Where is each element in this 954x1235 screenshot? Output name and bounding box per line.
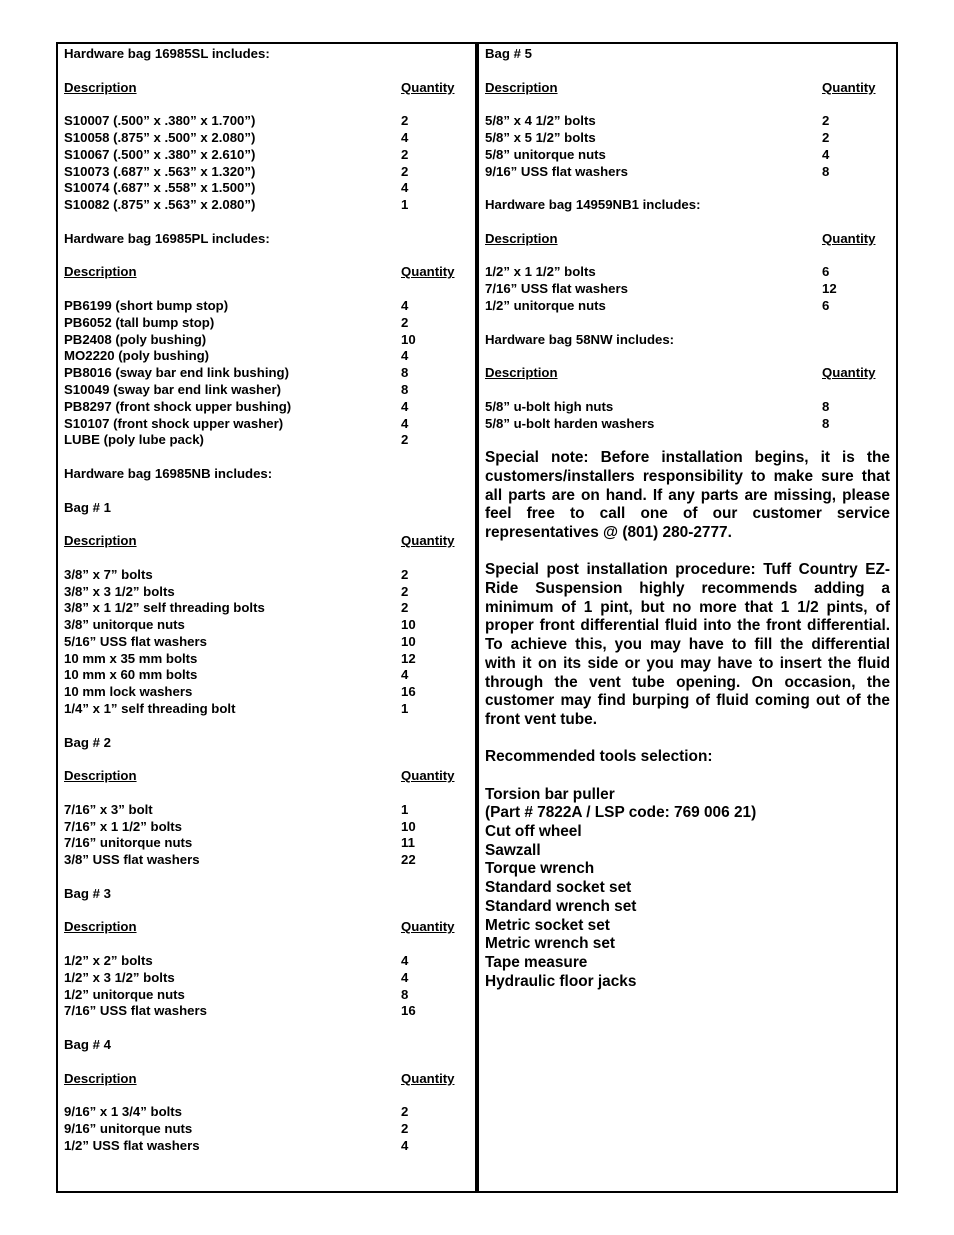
table-row xyxy=(64,584,464,601)
section-title: Hardware bag 58NW includes: xyxy=(485,331,675,347)
table-row xyxy=(485,164,890,181)
item-quantity: 11 xyxy=(401,835,415,851)
item-description: 10 mm lock washers xyxy=(64,684,193,700)
table-row xyxy=(485,298,890,315)
item-quantity: 4 xyxy=(401,297,409,313)
tool-item: Cut off wheel xyxy=(485,823,582,841)
item-description: 1/4” x 1” self threading bolt xyxy=(64,701,236,717)
item-quantity: 8 xyxy=(822,163,830,179)
item-description: 9/16” unitorque nuts xyxy=(64,1121,193,1136)
item-description: 1/2” USS flat washers xyxy=(64,1137,200,1153)
description-header: Description xyxy=(64,1070,137,1086)
tool-item: Metric wrench set xyxy=(485,935,616,953)
table-row xyxy=(64,852,464,869)
item-description: PB8297 (front shock upper bushing) xyxy=(64,398,292,414)
tool-item: Metric socket set xyxy=(485,916,610,934)
table-row xyxy=(64,634,464,651)
table-row xyxy=(64,953,464,970)
tool-item: (Part # 7822A / LSP code: 769 006 21) xyxy=(485,804,757,822)
table-row xyxy=(64,147,464,164)
item-quantity: 2 xyxy=(401,566,409,582)
item-quantity: 8 xyxy=(401,381,409,397)
section-title: Bag # 4 xyxy=(64,1037,111,1053)
left-column xyxy=(64,46,464,1155)
table-row xyxy=(64,1003,464,1020)
table-header xyxy=(64,768,464,785)
hardware-section xyxy=(64,886,464,1020)
table-row xyxy=(485,399,890,416)
tools-title: Recommended tools selection: xyxy=(485,748,713,766)
item-description: 3/8” USS flat washers xyxy=(64,852,200,868)
tools-list xyxy=(485,786,890,992)
tool-item: Torque wrench xyxy=(485,860,595,878)
item-description: 9/16” x 1 3/4” bolts xyxy=(64,1104,183,1120)
table-row xyxy=(64,987,464,1004)
table-row xyxy=(64,348,464,365)
table-row xyxy=(64,970,464,987)
item-quantity: 8 xyxy=(822,415,830,431)
item-description: S10049 (sway bar end link washer) xyxy=(64,381,281,397)
quantity-header: Quantity xyxy=(822,79,876,95)
table-row xyxy=(64,1104,464,1121)
section-title: Hardware bag 14959NB1 includes: xyxy=(485,197,701,213)
table-row xyxy=(64,164,464,181)
quantity-header: Quantity xyxy=(822,230,876,246)
item-description: 3/8” x 1 1/2” self threading bolts xyxy=(64,600,265,616)
table-header xyxy=(64,264,464,281)
table-row xyxy=(64,365,464,382)
item-quantity: 22 xyxy=(401,852,416,868)
item-description: 5/8” x 4 1/2” bolts xyxy=(485,113,596,129)
table-row xyxy=(64,432,464,449)
post-installation-note: Special post installation procedure: Tuff Country EZ-Ride Suspension highly recommends adding a minimum of 1 pint, but no more that 1 1/2 pints, of proper front differential fluid into the front differential. To achieve this, you may have to fill the differential with it on its side or you may have to insert the fluid through the vent tube opening. On occasion, the customer may find burping of fluid coming out of the front vent tube. xyxy=(485,561,890,728)
item-quantity: 1 xyxy=(401,197,409,213)
item-quantity: 8 xyxy=(401,365,409,381)
table-row xyxy=(64,416,464,433)
item-description: 1/2” unitorque nuts xyxy=(64,986,185,1002)
description-header: Description xyxy=(64,533,137,549)
description-header: Description xyxy=(64,264,137,280)
quantity-header: Quantity xyxy=(401,919,455,935)
special-note: Special note: Before installation begins, it is the customers/installers responsibility to make sure that all parts are on hand. If any parts are missing, please feel free to call one of our customer service representatives @ (801) 280-2777. xyxy=(485,449,890,541)
table-row xyxy=(64,667,464,684)
item-quantity: 4 xyxy=(401,398,409,414)
item-description: 5/16” USS flat washers xyxy=(64,633,207,649)
item-description: 9/16” USS flat washers xyxy=(485,163,628,179)
table-row xyxy=(64,399,464,416)
hardware-section xyxy=(485,197,890,315)
quantity-header: Quantity xyxy=(401,533,455,549)
item-quantity: 6 xyxy=(822,264,830,280)
item-quantity: 4 xyxy=(401,1137,409,1153)
table-row xyxy=(485,113,890,130)
table-row xyxy=(485,416,890,433)
description-header: Description xyxy=(485,230,558,246)
hardware-section xyxy=(64,735,464,869)
quantity-header: Quantity xyxy=(401,79,455,95)
table-row xyxy=(64,802,464,819)
table-row xyxy=(485,130,890,147)
table-row xyxy=(64,1121,464,1138)
item-description: PB8016 (sway bar end link bushing) xyxy=(64,365,289,381)
tool-item: Torsion bar puller xyxy=(485,785,615,803)
tool-item: Standard socket set xyxy=(485,879,632,897)
section-title: Bag # 2 xyxy=(64,734,111,750)
description-header: Description xyxy=(485,79,558,95)
item-quantity: 2 xyxy=(401,1121,409,1136)
table-row xyxy=(64,651,464,668)
item-description: S10073 (.687” x .563” x 1.320”) xyxy=(64,163,256,179)
item-quantity: 4 xyxy=(401,415,409,431)
hardware-section xyxy=(64,46,464,214)
tool-item: Standard wrench set xyxy=(485,897,637,915)
hardware-section xyxy=(485,332,890,433)
table-header xyxy=(485,231,890,248)
section-title: Hardware bag 16985SL includes: xyxy=(64,46,270,61)
item-quantity: 10 xyxy=(401,633,416,649)
table-row xyxy=(64,315,464,332)
item-quantity: 8 xyxy=(822,398,830,414)
table-row xyxy=(64,332,464,349)
item-quantity: 16 xyxy=(401,1003,416,1019)
item-description: LUBE (poly lube pack) xyxy=(64,432,204,448)
item-description: 3/8” x 7” bolts xyxy=(64,566,153,582)
item-quantity: 4 xyxy=(401,180,409,196)
item-quantity: 2 xyxy=(401,314,409,330)
item-quantity: 4 xyxy=(401,129,409,145)
table-header xyxy=(64,1071,464,1088)
item-description: 10 mm x 35 mm bolts xyxy=(64,650,198,666)
tool-item: Tape measure xyxy=(485,953,588,971)
section-title: Hardware bag 16985NB includes: xyxy=(64,465,273,481)
item-description: 7/16” x 3” bolt xyxy=(64,801,153,817)
table-row xyxy=(485,264,890,281)
item-quantity: 4 xyxy=(401,953,409,969)
table-row xyxy=(485,281,890,298)
item-description: 1/2” x 1 1/2” bolts xyxy=(485,264,596,280)
item-description: 1/2” x 3 1/2” bolts xyxy=(64,969,175,985)
section-title: Hardware bag 16985PL includes: xyxy=(64,230,270,246)
item-quantity: 8 xyxy=(401,986,409,1002)
table-row xyxy=(64,197,464,214)
item-description: 1/2” unitorque nuts xyxy=(485,297,606,313)
item-quantity: 2 xyxy=(401,146,409,162)
tool-item: Sawzall xyxy=(485,841,541,859)
quantity-header: Quantity xyxy=(401,264,455,280)
item-description: S10007 (.500” x .380” x 1.700”) xyxy=(64,113,256,129)
item-quantity: 12 xyxy=(401,650,416,666)
item-description: 10 mm x 60 mm bolts xyxy=(64,667,198,683)
quantity-header: Quantity xyxy=(822,365,876,381)
hardware-section xyxy=(64,466,464,718)
item-description: 7/16” unitorque nuts xyxy=(64,835,193,851)
description-header: Description xyxy=(64,768,137,784)
item-quantity: 4 xyxy=(401,348,409,364)
description-header: Description xyxy=(485,365,558,381)
item-description: PB6199 (short bump stop) xyxy=(64,297,229,313)
item-quantity: 4 xyxy=(401,667,409,683)
description-header: Description xyxy=(64,919,137,935)
item-description: S10067 (.500” x .380” x 2.610”) xyxy=(64,146,256,162)
item-quantity: 2 xyxy=(822,113,830,129)
item-quantity: 6 xyxy=(822,297,830,313)
quantity-header: Quantity xyxy=(401,1070,455,1086)
right-column xyxy=(485,46,890,991)
item-quantity: 2 xyxy=(401,1104,409,1120)
item-description: 7/16” USS flat washers xyxy=(64,1003,207,1019)
item-description: S10074 (.687” x .558” x 1.500”) xyxy=(64,180,256,196)
table-header xyxy=(64,919,464,936)
item-description: 5/8” u-bolt harden washers xyxy=(485,415,655,431)
table-row xyxy=(64,819,464,836)
section-title: Bag # 5 xyxy=(485,46,532,61)
description-header: Description xyxy=(64,79,137,95)
hardware-section xyxy=(485,46,890,180)
item-description: MO2220 (poly bushing) xyxy=(64,348,210,364)
table-header xyxy=(64,80,464,97)
table-row xyxy=(64,1138,464,1155)
item-quantity: 2 xyxy=(401,113,409,129)
tool-item: Hydraulic floor jacks xyxy=(485,972,637,990)
item-description: S10082 (.875” x .563” x 2.080”) xyxy=(64,197,256,213)
item-description: PB2408 (poly bushing) xyxy=(64,331,207,347)
item-description: 7/16” USS flat washers xyxy=(485,281,628,297)
section-subtitle: Bag # 1 xyxy=(64,499,111,515)
table-header xyxy=(485,80,890,97)
table-header xyxy=(64,533,464,550)
item-description: 5/8” x 5 1/2” bolts xyxy=(485,129,596,145)
item-quantity: 2 xyxy=(401,600,409,616)
item-description: 3/8” unitorque nuts xyxy=(64,617,185,633)
item-quantity: 1 xyxy=(401,801,409,817)
quantity-header: Quantity xyxy=(401,768,455,784)
item-quantity: 4 xyxy=(822,146,830,162)
item-description: S10107 (front shock upper washer) xyxy=(64,415,284,431)
table-row xyxy=(485,147,890,164)
item-description: 1/2” x 2” bolts xyxy=(64,953,153,969)
table-row xyxy=(64,617,464,634)
table-row xyxy=(64,113,464,130)
item-quantity: 2 xyxy=(401,583,409,599)
hardware-section xyxy=(64,1037,464,1155)
item-quantity: 12 xyxy=(822,281,837,297)
item-quantity: 10 xyxy=(401,331,416,347)
table-row xyxy=(64,298,464,315)
item-description: 7/16” x 1 1/2” bolts xyxy=(64,818,183,834)
item-quantity: 2 xyxy=(822,129,830,145)
table-row xyxy=(64,835,464,852)
item-quantity: 2 xyxy=(401,432,409,448)
table-row xyxy=(64,180,464,197)
column-divider xyxy=(475,42,479,1193)
item-description: S10058 (.875” x .500” x 2.080”) xyxy=(64,129,256,145)
right-hardware-sections xyxy=(485,46,890,432)
section-title: Bag # 3 xyxy=(64,885,111,901)
table-header xyxy=(485,365,890,382)
item-quantity: 10 xyxy=(401,818,416,834)
item-quantity: 4 xyxy=(401,969,409,985)
table-row xyxy=(64,684,464,701)
table-row xyxy=(64,382,464,399)
item-quantity: 2 xyxy=(401,163,409,179)
hardware-section xyxy=(64,231,464,449)
item-quantity: 1 xyxy=(401,701,409,717)
item-quantity: 10 xyxy=(401,617,416,633)
item-description: 5/8” unitorque nuts xyxy=(485,146,606,162)
table-row xyxy=(64,701,464,718)
item-description: 3/8” x 3 1/2” bolts xyxy=(64,583,175,599)
table-row xyxy=(64,130,464,147)
table-row xyxy=(64,600,464,617)
table-row xyxy=(64,567,464,584)
item-quantity: 16 xyxy=(401,684,416,700)
item-description: 5/8” u-bolt high nuts xyxy=(485,398,614,414)
item-description: PB6052 (tall bump stop) xyxy=(64,314,215,330)
